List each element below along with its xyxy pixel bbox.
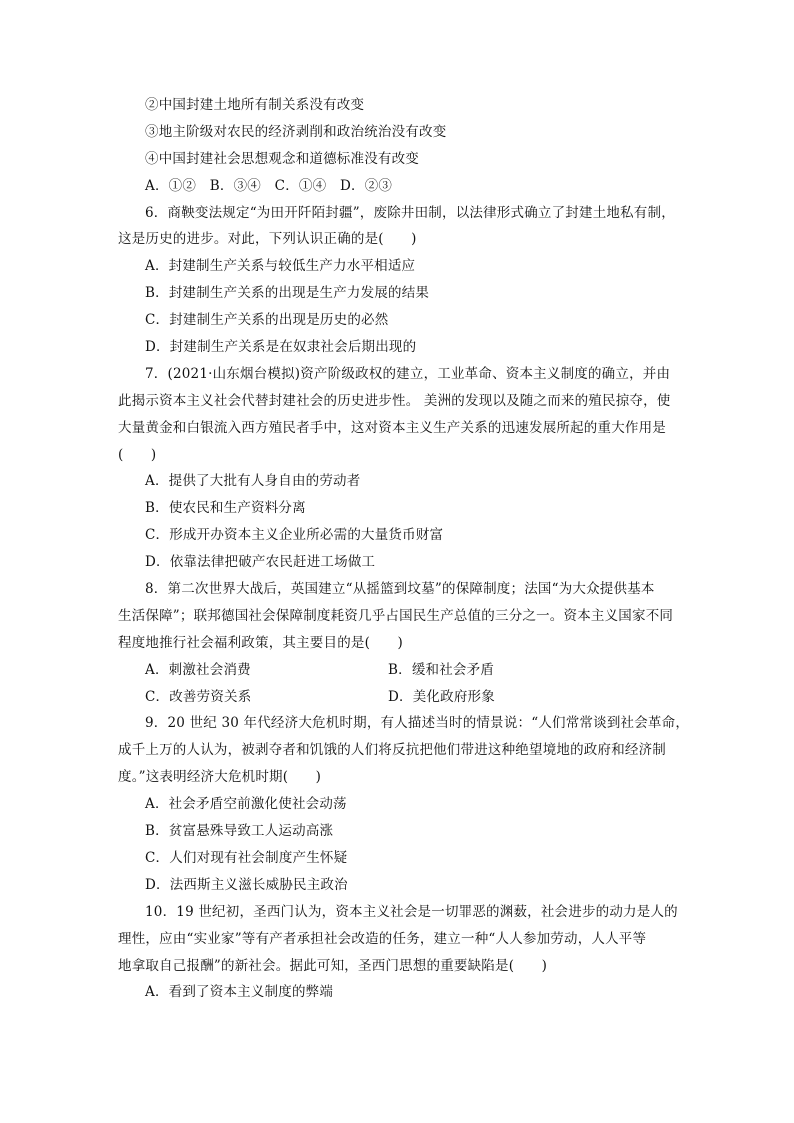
q8-option-c: C．改善劳资关系 [145, 688, 252, 705]
q10-stem-line-2: 理性，应由“实业家”等有产者承担社会改造的任务，建立一种“人人参加劳动，人人平等 [118, 930, 647, 947]
q6-stem-line-1: 6．商鞅变法规定“为田开阡陌封疆”，废除井田制，以法律形式确立了封建土地私有制， [145, 204, 675, 221]
q9-option-d: D．法西斯主义滋长威胁民主政治 [145, 876, 348, 893]
q7-option-c: C．形成开办资本主义企业所必需的大量货币财富 [145, 527, 444, 544]
q7-stem-line-2: 此揭示资本主义社会代替封建社会的历史进步性。 美洲的发现以及随之而来的殖民掠夺，使 [118, 392, 671, 409]
q5-statement-4: ④中国封建社会思想观念和道德标准没有改变 [145, 150, 419, 167]
q5-options: A．①② B．③④ C．①④ D．②③ [145, 177, 393, 194]
q8-option-d: D．美化政府形象 [388, 688, 495, 705]
q9-stem-line-3: 度。”这表明经济大危机时期( ) [118, 769, 322, 786]
q8-stem-line-2: 生活保障”；联邦德国社会保障制度耗资几乎占国民生产总值的三分之一。资本主义国家不同 [118, 607, 674, 624]
q7-stem-line-4: ( ) [118, 446, 157, 463]
q9-option-c: C．人们对现有社会制度产生怀疑 [145, 849, 348, 866]
q6-option-c: C．封建制生产关系的出现是历史的必然 [145, 312, 389, 329]
q10-stem-line-3: 地拿取自己报酬”的新社会。据此可知，圣西门思想的重要缺陷是( ) [118, 957, 548, 974]
q6-option-d: D．封建制生产关系是在奴隶社会后期出现的 [145, 339, 417, 356]
page-content [118, 92, 690, 1006]
q7-option-b: B．使农民和生产资料分离 [145, 500, 306, 517]
q9-stem-line-1: 9．20 世纪 30 年代经济大危机时期，有人描述当时的情景说：“人们常常谈到社会革命， [145, 715, 690, 732]
q8-option-b: B．缓和社会矛盾 [388, 661, 495, 678]
q8-stem-line-1: 8．第二次世界大战后，英国建立“从摇篮到坟墓”的保障制度；法国“为大众提供基本 [145, 581, 655, 598]
q7-stem-line-1: 7．(2021·山东烟台模拟)资产阶级政权的建立，工业革命、资本主义制度的确立，并由 [145, 365, 671, 382]
q10-option-a: A．看到了资本主义制度的弊端 [145, 984, 334, 1001]
q6-stem-line-2: 这是历史的进步。对此，下列认识正确的是( ) [118, 231, 417, 248]
q6-option-b: B．封建制生产关系的出现是生产力发展的结果 [145, 285, 430, 302]
q9-stem-line-2: 成千上万的人认为，被剥夺者和饥饿的人们将反抗把他们带进这种绝望境地的政府和经济制 [118, 742, 666, 759]
q7-stem-line-3: 大量黄金和白银流入西方殖民者手中，这对资本主义生产关系的迅速发展所起的重大作用是 [118, 419, 666, 436]
q9-option-b: B．贫富悬殊导致工人运动高涨 [145, 823, 334, 840]
q8-options-row-2 [118, 684, 690, 711]
q8-options-row-1 [118, 657, 690, 684]
q5-statement-3: ③地主阶级对农民的经济剥削和政治统治没有改变 [145, 123, 447, 140]
q10-stem-line-1: 10．19 世纪初，圣西门认为，资本主义社会是一切罪恶的渊薮，社会进步的动力是人的 [145, 903, 678, 920]
q7-option-a: A．提供了大批有人身自由的劳动者 [145, 473, 361, 490]
q8-stem-line-3: 程度地推行社会福利政策，其主要目的是( ) [118, 634, 403, 651]
q5-statement-2: ②中国封建土地所有制关系没有改变 [145, 97, 365, 113]
q9-option-a: A．社会矛盾空前激化使社会动荡 [145, 796, 347, 813]
q7-option-d: D．依靠法律把破产农民赶进工场做工 [145, 554, 376, 571]
q8-option-a: A．刺激社会消费 [145, 661, 251, 678]
q6-option-a: A．封建制生产关系与较低生产力水平相适应 [145, 258, 416, 275]
